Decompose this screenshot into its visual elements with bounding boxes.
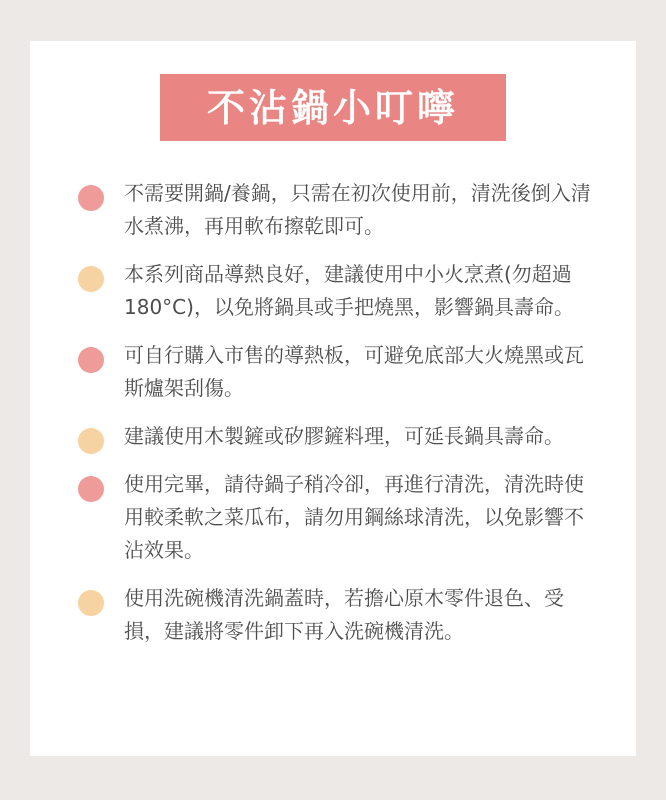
tip-text: 使用洗碗機清洗鍋蓋時，若擔心原木零件退色、受損，建議將零件卸下再入洗碗機清洗。 xyxy=(124,586,564,643)
tip-item xyxy=(78,582,598,648)
tip-item xyxy=(78,420,598,453)
tip-text: 不需要開鍋/養鍋，只需在初次使用前，清洗後倒入清水煮沸，再用軟布擦乾即可。 xyxy=(124,181,591,238)
tip-item xyxy=(78,468,598,567)
tip-item xyxy=(78,177,598,243)
bullet-dot-icon xyxy=(78,590,104,616)
bullet-dot-icon xyxy=(78,428,104,454)
tip-text: 建議使用木製鏟或矽膠鏟料理，可延長鍋具壽命。 xyxy=(124,424,564,448)
bullet-dot-icon xyxy=(78,476,104,502)
tip-text: 使用完畢，請待鍋子稍冷卻，再進行清洗，清洗時使用較柔軟之菜瓜布，請勿用鋼絲球清洗，以免影響不沾效果。 xyxy=(124,472,584,562)
tips-list xyxy=(78,177,598,663)
tips-card xyxy=(30,41,636,756)
tip-item xyxy=(78,258,598,324)
title-banner xyxy=(160,74,506,141)
page-title: 不沾鍋小叮嚀 xyxy=(206,84,459,130)
tip-item xyxy=(78,339,598,405)
bullet-dot-icon xyxy=(78,266,104,292)
tip-text: 本系列商品導熱良好，建議使用中小火烹煮(勿超過180°C)，以免將鍋具或手把燒黑，影響鍋具壽命。 xyxy=(124,262,574,319)
tip-text: 可自行購入市售的導熱板，可避免底部大火燒黑或瓦斯爐架刮傷。 xyxy=(124,343,584,400)
bullet-dot-icon xyxy=(78,347,104,373)
bullet-dot-icon xyxy=(78,185,104,211)
